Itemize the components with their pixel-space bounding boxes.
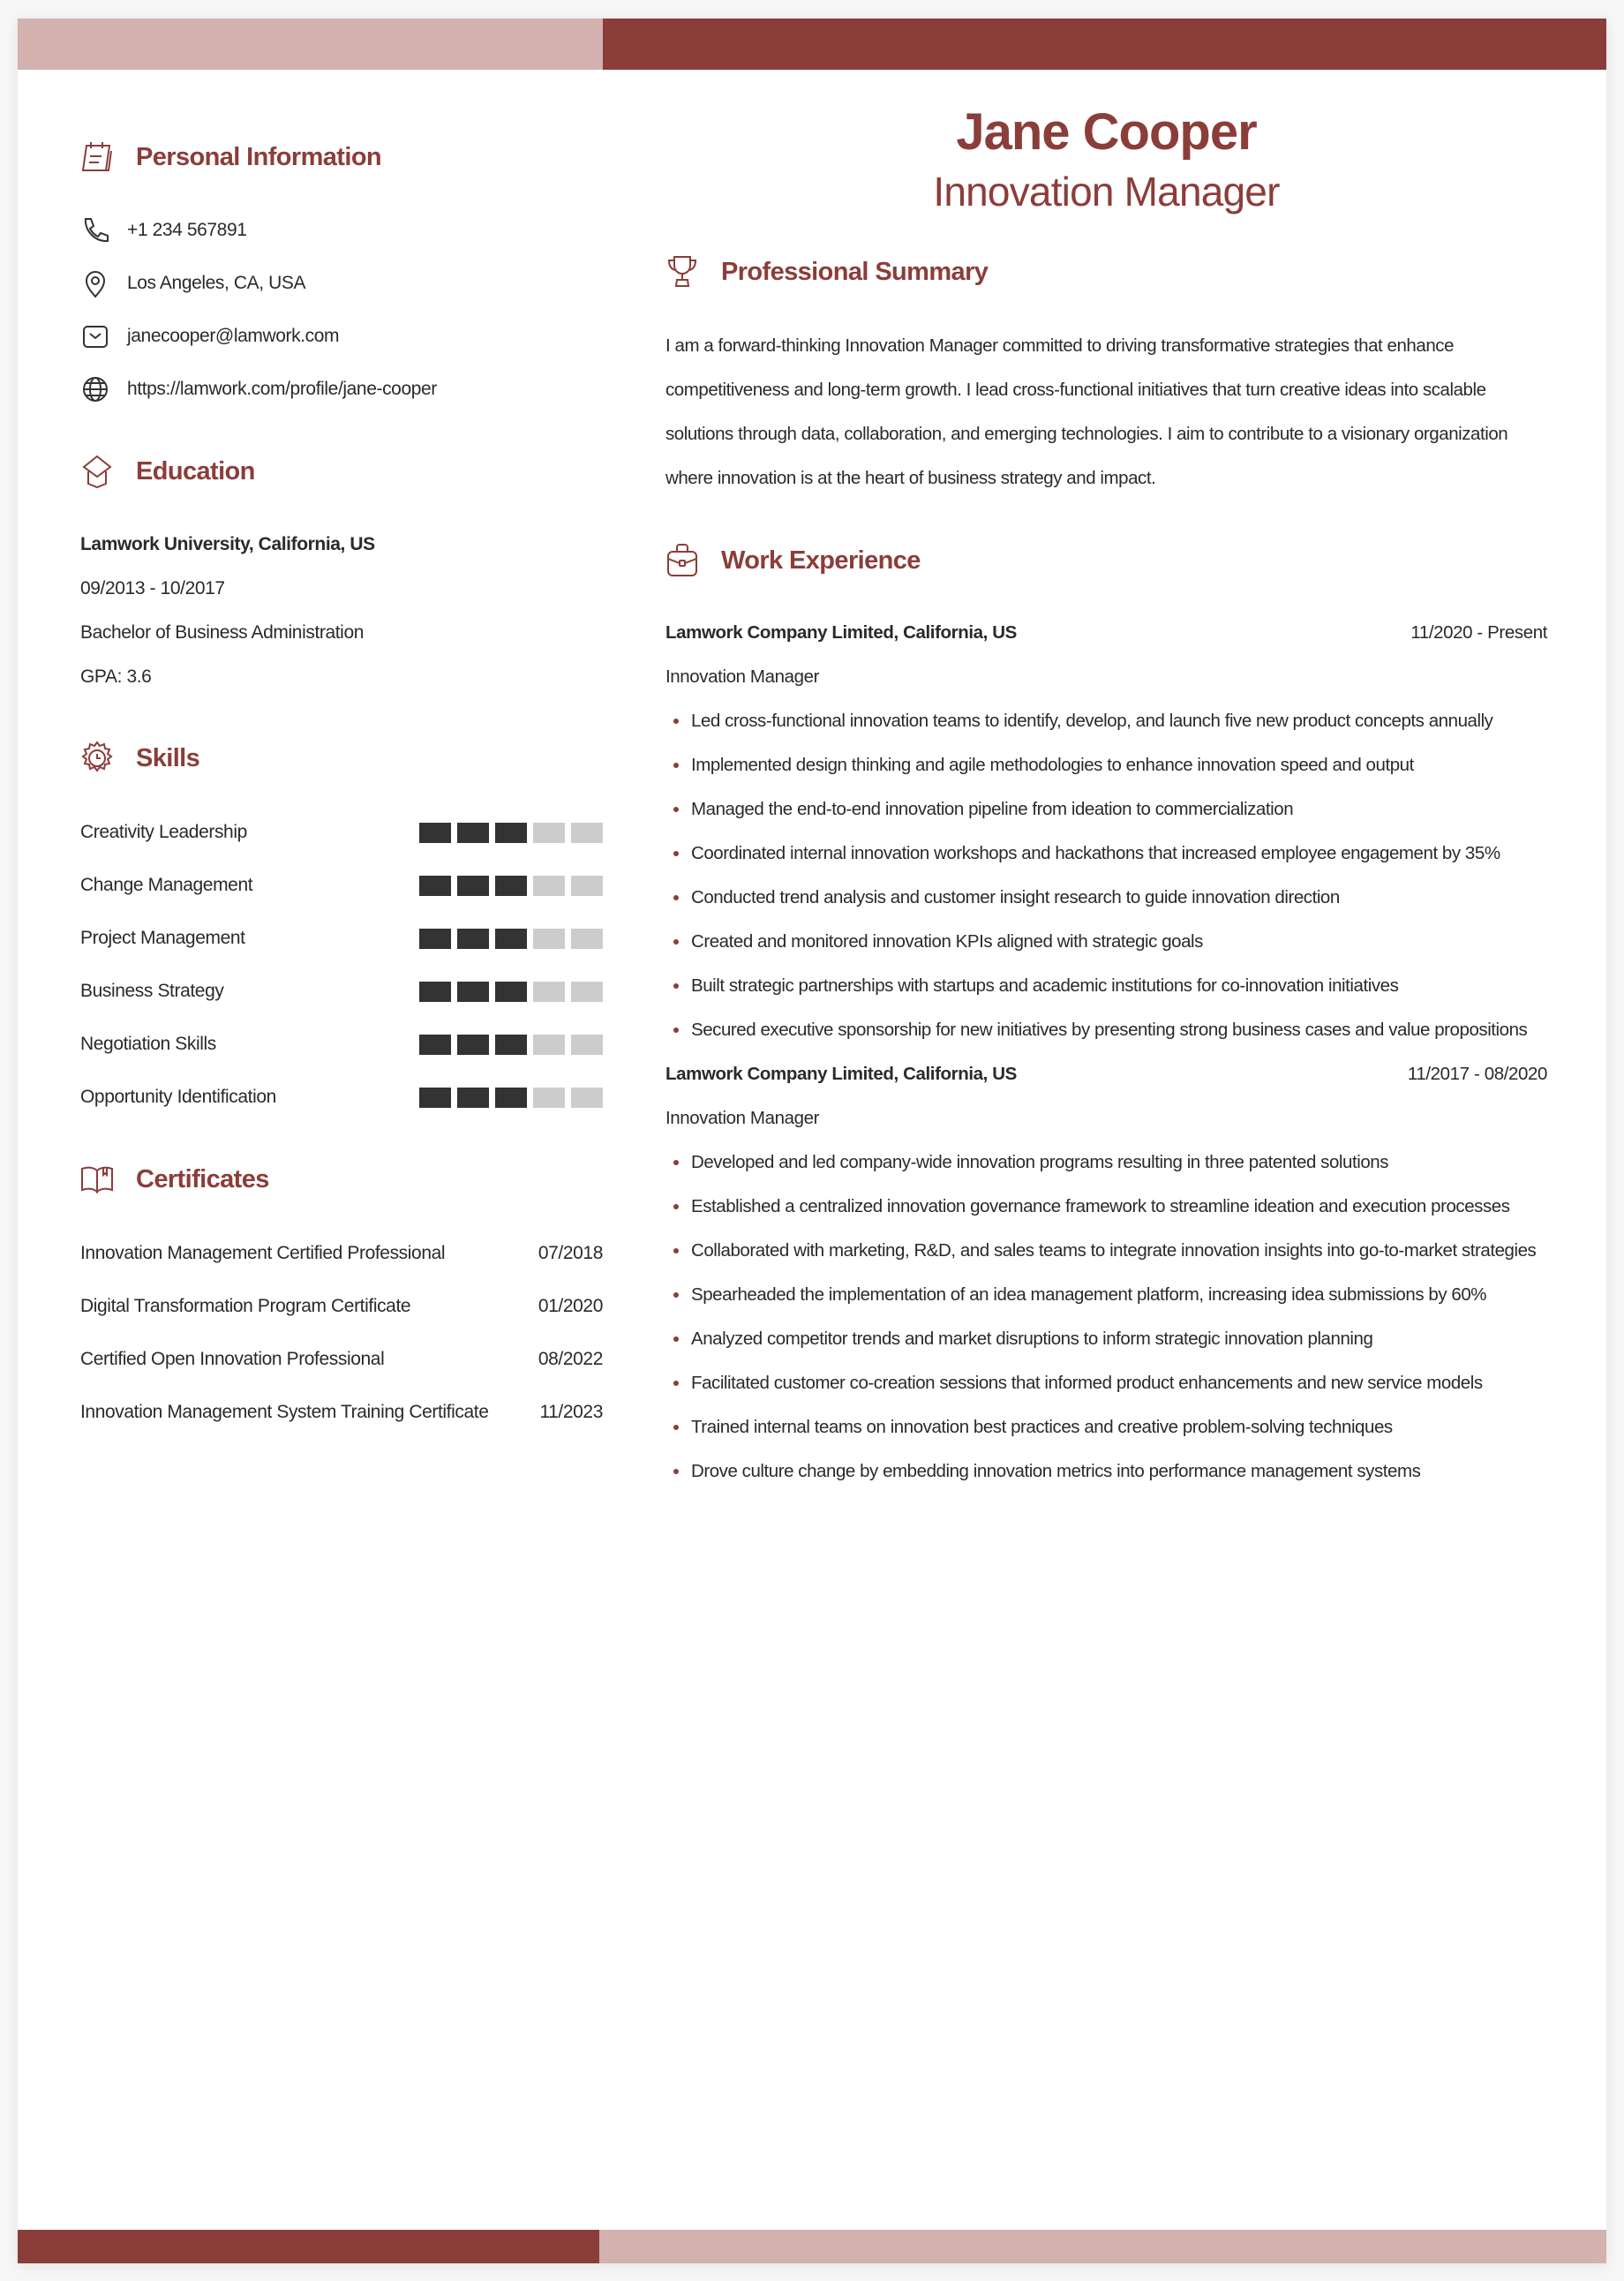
education-section — [80, 449, 603, 699]
certificates-section — [80, 1157, 603, 1439]
skill-level-box — [571, 823, 603, 843]
skill-name: Business Strategy — [80, 981, 224, 1001]
skill-level-box — [457, 876, 489, 896]
skill-level-meter — [419, 1088, 603, 1108]
skill-level-box — [571, 1035, 603, 1055]
calendar-note-icon — [78, 138, 117, 177]
skill-level-box — [419, 1035, 451, 1055]
skill-level-box — [495, 823, 527, 843]
section-heading: Skills — [80, 736, 603, 780]
skill-level-box — [419, 929, 451, 949]
work-experience-section — [665, 538, 1547, 1494]
skill-level-box — [533, 876, 565, 896]
education-dates: 09/2013 - 10/2017 — [80, 578, 225, 598]
skill-row — [80, 965, 603, 1018]
contact-website — [80, 363, 603, 416]
bottom-accent-bar-light — [599, 2230, 1606, 2263]
resume-header — [665, 103, 1547, 218]
education-degree: Bachelor of Business Administration — [80, 622, 365, 643]
skill-level-meter — [419, 1035, 603, 1055]
certificate-name: Digital Transformation Program Certificate — [80, 1296, 411, 1316]
job-bullet: Analyzed competitor trends and market disruptions to inform strategic innovation planning — [665, 1317, 1547, 1361]
job-title: Innovation Manager — [665, 1108, 820, 1128]
skill-level-box — [533, 929, 565, 949]
briefcase-icon — [663, 541, 702, 580]
skill-level-box — [457, 929, 489, 949]
certificate-date: 07/2018 — [538, 1243, 603, 1263]
top-accent-bar-light — [18, 19, 603, 70]
certificate-date: 11/2023 — [539, 1402, 603, 1422]
skill-level-box — [571, 1088, 603, 1108]
job-bullet: Drove culture change by embedding innovation metrics into performance management systems — [665, 1449, 1547, 1494]
email-link[interactable]: janecooper@lamwork.com — [127, 326, 340, 346]
education-gpa: GPA: 3.6 — [80, 666, 152, 687]
skill-level-box — [533, 1035, 565, 1055]
job-bullet: Created and monitored innovation KPIs aligned with strategic goals — [665, 920, 1547, 964]
section-heading: Personal Information — [80, 135, 603, 179]
section-heading: Work Experience — [665, 538, 1547, 583]
certificate-date: 08/2022 — [538, 1349, 603, 1369]
job-title: Innovation Manager — [665, 666, 820, 687]
skill-level-meter — [419, 823, 603, 843]
certificate-name: Innovation Management Certified Professional — [80, 1243, 446, 1263]
website-link[interactable]: https://lamwork.com/profile/jane-cooper — [127, 379, 437, 399]
certificate-row — [80, 1386, 603, 1439]
job-bullet: Implemented design thinking and agile methodologies to enhance innovation speed and output — [665, 743, 1547, 787]
skill-level-box — [419, 823, 451, 843]
job-entry — [665, 1052, 1547, 1494]
skill-row — [80, 859, 603, 912]
job-bullet: Built strategic partnerships with startups and academic institutions for co-innovation initiatives — [665, 964, 1547, 1008]
job-bullet: Led cross-functional innovation teams to identify, develop, and launch five new product concepts annually — [665, 699, 1547, 743]
certificate-row — [80, 1333, 603, 1386]
section-heading: Professional Summary — [665, 250, 1547, 294]
trophy-icon — [663, 252, 702, 291]
phone-icon — [80, 215, 112, 246]
contact-location: Los Angeles, CA, USA — [80, 257, 603, 310]
candidate-title: Innovation Manager — [933, 169, 1280, 215]
certificate-date: 01/2020 — [538, 1296, 603, 1316]
skill-level-box — [571, 982, 603, 1002]
job-header — [665, 1052, 1547, 1096]
skill-level-meter — [419, 982, 603, 1002]
skill-level-box — [571, 929, 603, 949]
top-accent-bar-dark — [603, 19, 1606, 70]
job-bullet: Facilitated customer co-creation sessions that informed product enhancements and new service models — [665, 1361, 1547, 1405]
skill-name: Change Management — [80, 875, 253, 895]
skill-name: Project Management — [80, 928, 245, 948]
job-entry — [665, 611, 1547, 1052]
job-bullet: Coordinated internal innovation workshops and hackathons that increased employee engagement by 35% — [665, 832, 1547, 876]
skill-name: Opportunity Identification — [80, 1087, 276, 1107]
skill-level-box — [495, 1035, 527, 1055]
skill-level-box — [457, 982, 489, 1002]
skill-level-box — [533, 982, 565, 1002]
skill-level-box — [533, 823, 565, 843]
job-dates: 11/2017 - 08/2020 — [1407, 1064, 1547, 1084]
contact-email — [80, 310, 603, 363]
job-header — [665, 611, 1547, 655]
graduation-cap-icon — [78, 452, 117, 491]
skill-level-box — [495, 1088, 527, 1108]
skill-level-box — [533, 1088, 565, 1108]
skill-level-meter — [419, 876, 603, 896]
location-pin-icon — [80, 267, 112, 299]
skill-level-meter — [419, 929, 603, 949]
certificate-name: Certified Open Innovation Professional — [80, 1349, 385, 1369]
job-bullet: Established a centralized innovation governance framework to streamline ideation and execution processes — [665, 1185, 1547, 1229]
personal-information-section — [80, 135, 603, 416]
globe-icon — [80, 373, 112, 405]
certificate-name: Innovation Management System Training Certificate — [80, 1402, 489, 1422]
skill-name: Creativity Leadership — [80, 822, 247, 842]
skill-level-box — [495, 876, 527, 896]
professional-summary-section — [665, 250, 1547, 501]
section-heading: Certificates — [80, 1157, 603, 1201]
job-bullet: Conducted trend analysis and customer insight research to guide innovation direction — [665, 876, 1547, 920]
job-bullet: Trained internal teams on innovation best practices and creative problem-solving techniques — [665, 1405, 1547, 1449]
job-bullet: Managed the end-to-end innovation pipeline from ideation to commercialization — [665, 787, 1547, 832]
skill-row — [80, 912, 603, 965]
job-bullet: Spearheaded the implementation of an idea management platform, increasing idea submissions by 60% — [665, 1273, 1547, 1317]
skill-name: Negotiation Skills — [80, 1034, 216, 1054]
candidate-name: Jane Cooper — [956, 103, 1257, 161]
skill-level-box — [419, 1088, 451, 1108]
mail-icon — [80, 320, 112, 352]
summary-text: I am a forward-thinking Innovation Manager committed to driving transformative strategies that enhance competitiveness and long-term growth. I lead cross-functional initiatives that turn creative ideas into scalable solutions through data, collaboration, and emerging technologies. I aim to contribute to a visionary organization where innovation is at the heart of business strategy and impact. — [665, 335, 1508, 488]
skill-level-box — [419, 982, 451, 1002]
contact-phone: +1 234 567891 — [80, 204, 603, 257]
open-book-icon — [78, 1160, 117, 1199]
skill-level-box — [495, 929, 527, 949]
certificate-row — [80, 1227, 603, 1280]
skill-row — [80, 1018, 603, 1071]
gear-clock-icon — [78, 739, 117, 778]
job-bullets — [665, 1140, 1547, 1494]
job-bullet: Secured executive sponsorship for new initiatives by presenting strong business cases and value propositions — [665, 1008, 1547, 1052]
skill-level-box — [495, 982, 527, 1002]
skill-level-box — [457, 1035, 489, 1055]
job-company: Lamwork Company Limited, California, US — [665, 622, 1017, 643]
education-school: Lamwork University, California, US — [80, 534, 375, 554]
skill-row — [80, 806, 603, 859]
job-bullets — [665, 699, 1547, 1052]
job-dates: 11/2020 - Present — [1410, 622, 1547, 643]
skill-level-box — [419, 876, 451, 896]
skill-level-box — [457, 1088, 489, 1108]
certificate-row — [80, 1280, 603, 1333]
skills-section — [80, 736, 603, 1124]
job-bullet: Collaborated with marketing, R&D, and sales teams to integrate innovation insights into go-to-market strategies — [665, 1229, 1547, 1273]
skill-level-box — [571, 876, 603, 896]
job-bullet: Developed and led company-wide innovation programs resulting in three patented solutions — [665, 1140, 1547, 1185]
job-company: Lamwork Company Limited, California, US — [665, 1064, 1017, 1084]
skill-level-box — [457, 823, 489, 843]
skill-row — [80, 1071, 603, 1124]
bottom-accent-bar-dark — [18, 2230, 599, 2263]
section-heading: Education — [80, 449, 603, 493]
